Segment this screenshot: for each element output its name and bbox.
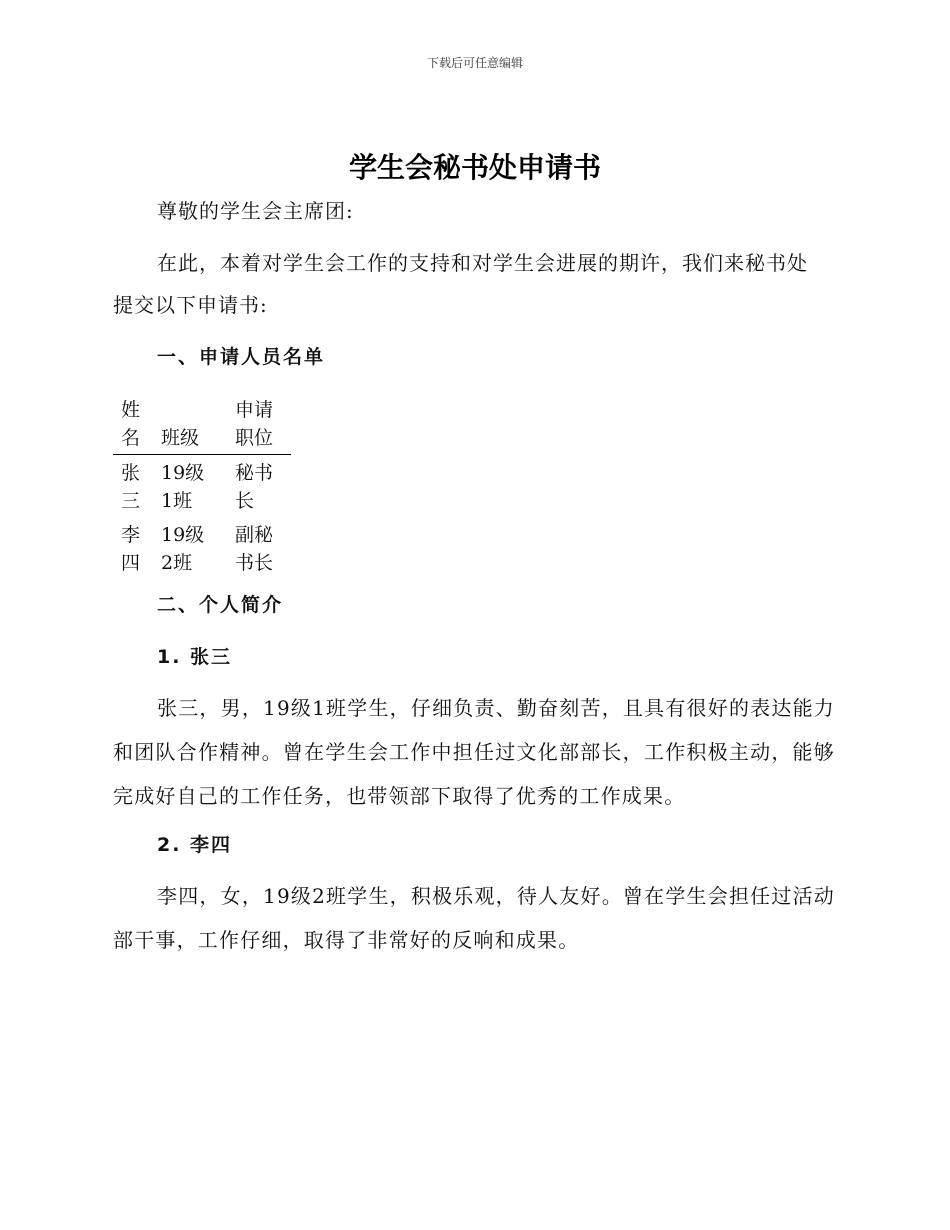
header-note: 下载后可任意编辑 xyxy=(426,56,523,70)
table-cell-name: 李四 xyxy=(121,524,141,574)
person-2-bio: 李四，女，19级2班学生，积极乐观，待人友好。曾在学生会担任过活动部干事，工作仔细，取得了非常好的反响和成果。 xyxy=(113,884,835,952)
table-cell-position: 秘书长 xyxy=(235,462,274,512)
document-title: 学生会秘书处申请书 xyxy=(348,151,601,184)
applicant-table xyxy=(113,396,291,577)
table-header-position: 申请职位 xyxy=(235,399,274,449)
table-cell-class: 19级1班 xyxy=(161,462,205,512)
intro-line-1: 在此，本着对学生会工作的支持和对学生会进展的期许，我们来秘书处 xyxy=(157,251,808,275)
table-header-name: 姓名 xyxy=(121,399,141,449)
person-1-heading: 1. 张三 xyxy=(157,646,233,668)
table-row xyxy=(113,515,291,577)
person-2-heading: 2. 李四 xyxy=(157,834,233,856)
table-cell-name: 张三 xyxy=(121,462,141,512)
section-heading-applicants: 一、申请人员名单 xyxy=(157,346,326,368)
table-row xyxy=(113,455,291,516)
table-cell-class: 19级2班 xyxy=(161,524,205,574)
person-1-bio: 张三，男，19级1班学生，仔细负责、勤奋刻苦，且具有很好的表达能力和团队合作精神。曾在学生会工作中担任过文化部部长，工作积极主动，能够完成好自己的工作任务，也带领部下取得了优秀的工作成果。 xyxy=(113,696,835,808)
salutation: 尊敬的学生会主席团: xyxy=(157,199,354,223)
intro-line-2: 提交以下申请书: xyxy=(113,293,268,317)
table-header-class: 班级 xyxy=(161,427,200,449)
table-header-row xyxy=(113,396,291,455)
section-heading-profiles: 二、个人简介 xyxy=(157,594,284,616)
table-cell-position: 副秘书长 xyxy=(235,524,274,574)
